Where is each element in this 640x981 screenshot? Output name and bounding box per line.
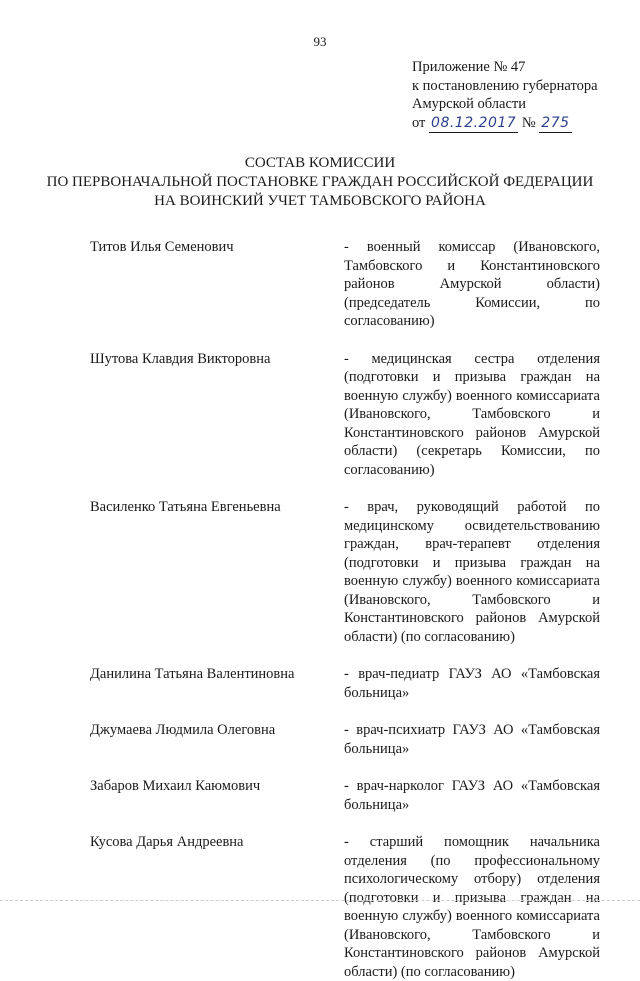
scan-edge-mark bbox=[0, 899, 640, 901]
member-row bbox=[90, 498, 600, 646]
member-name: Забаров Михаил Каюмович bbox=[90, 778, 261, 794]
member-row bbox=[90, 665, 600, 702]
member-role: - врач-нарколог ГАУЗ АО «Тамбовская больница» bbox=[344, 778, 600, 813]
member-role: - врач-психиатр ГАУЗ АО «Тамбовская больница» bbox=[344, 722, 600, 757]
member-role: - старший помощник начальника отделения (по профессиональному психологическому отбору) отделения (подготовки и призыва граждан на военную службу) военного комиссариата (Ивановского, Тамбовского и Константиновского районов Амурской области) (по согласованию) bbox=[344, 834, 600, 980]
member-name: Джумаева Людмила Олеговна bbox=[90, 722, 276, 738]
title-line-3: НА ВОИНСКИЙ УЧЕТ ТАМБОВСКОГО РАЙОНА bbox=[154, 193, 486, 209]
appendix-number: Приложение № 47 bbox=[412, 59, 526, 75]
member-name: Кусова Дарья Андреевна bbox=[90, 834, 244, 850]
member-row bbox=[90, 350, 600, 480]
member-role: - врач, руководящий работой по медицинскому освидетельствованию граждан, врач-терапевт отделения (подготовки и призыва граждан на военную службу) военного комиссариата (Ивановского, Тамбовского и Константиновского районов Амурской области) (по согласованию) bbox=[344, 499, 600, 645]
appendix-region: Амурской области bbox=[412, 96, 526, 112]
member-name: Титов Илья Семенович bbox=[90, 239, 234, 255]
title-line-2: ПО ПЕРВОНАЧАЛЬНОЙ ПОСТАНОВКЕ ГРАЖДАН РОССИЙСКОЙ ФЕДЕРАЦИИ bbox=[46, 174, 594, 190]
handwritten-number: 275 bbox=[539, 114, 571, 134]
member-role: - медицинская сестра отделения (подготовки и призыва граждан на военную службу) военного комиссариата (Ивановского, Тамбовского и Константиновского районов Амурской области) (секретарь Комиссии, по согласованию) bbox=[344, 350, 600, 478]
document-title bbox=[40, 154, 600, 211]
appendix-decree-ref: к постановлению губернатора bbox=[412, 77, 598, 94]
member-row bbox=[90, 833, 600, 981]
member-row bbox=[90, 721, 600, 758]
appendix-header bbox=[412, 58, 622, 133]
handwritten-date: 08.12.2017 bbox=[429, 114, 518, 134]
member-row bbox=[90, 777, 600, 814]
member-name: Данилина Татьяна Валентиновна bbox=[90, 666, 295, 682]
member-row bbox=[90, 238, 600, 331]
member-name: Василенко Татьяна Евгеньевна bbox=[90, 499, 281, 515]
member-role: - врач-педиатр ГАУЗ АО «Тамбовская больница» bbox=[344, 666, 600, 701]
member-role: - военный комиссар (Ивановского, Тамбовского и Константиновского районов Амурской области) (председатель Комиссии, по согласованию) bbox=[344, 239, 600, 329]
title-line-1: СОСТАВ КОМИССИИ bbox=[244, 155, 396, 171]
appendix-date-line bbox=[412, 114, 622, 134]
members-list bbox=[90, 238, 600, 981]
date-prefix: от bbox=[412, 114, 426, 131]
member-name: Шутова Клавдия Викторовна bbox=[90, 350, 271, 367]
page-number: 93 bbox=[313, 34, 327, 49]
number-prefix: № bbox=[521, 114, 536, 131]
